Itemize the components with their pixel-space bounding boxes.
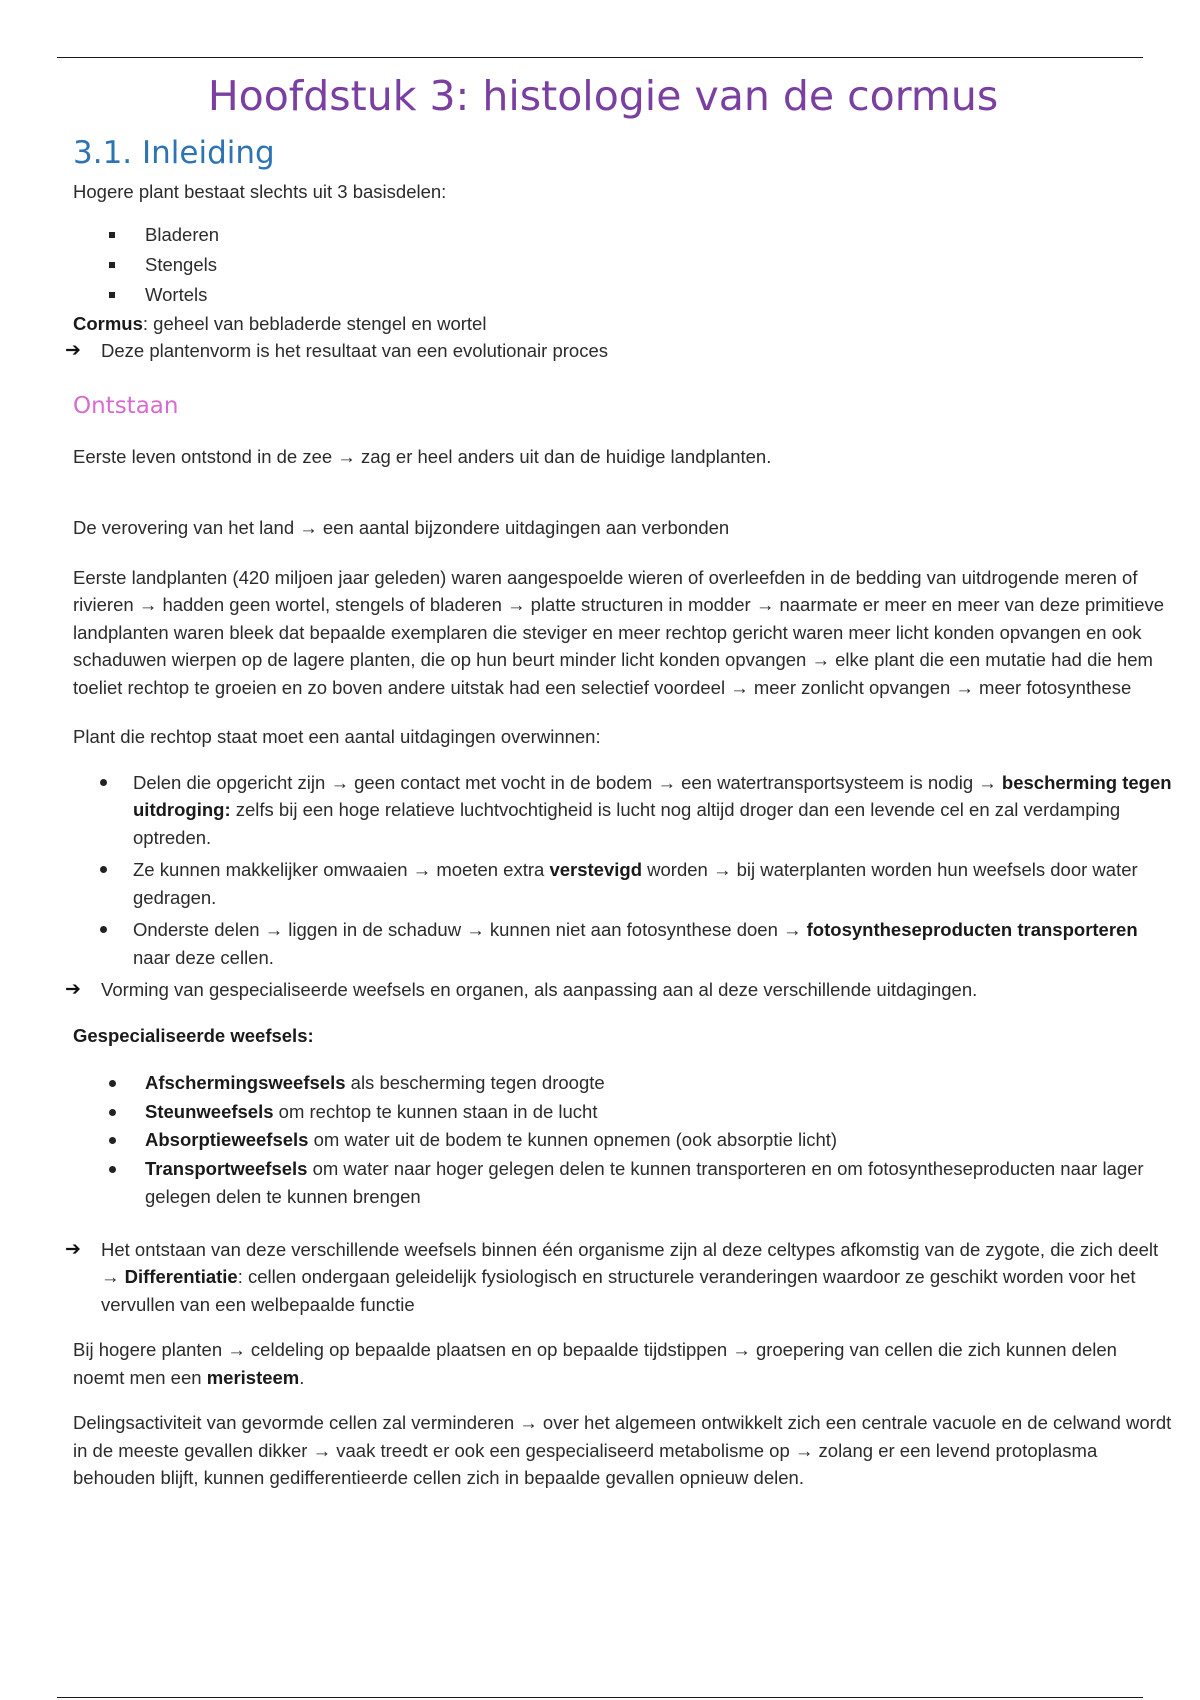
bottom-rule — [57, 1697, 1143, 1698]
paragraph: Eerste landplanten (420 miljoen jaar geleden) waren aangespoelde wieren of overleefden in de bedding van uitdrogende meren of rivieren → hadden geen wortel, stengels of bladeren → platte structuren in modder → naarmate er meer en meer van deze primitieve landplanten waren bleek dat bepaalde exemplaren die steviger en meer rechtop gericht waren meer licht konden opvangen en ook schaduwen wierpen op de lagere planten, die op hun beurt minder licht konden opvangen → elke plant die een mutatie had die hem toeliet rechtop te groeien en zo boven andere uitstak had een selectief voordeel → meer zonlicht opvangen → meer fotosynthese — [73, 566, 1165, 698]
list-item: Delen die opgericht zijn → geen contact met vocht in de bodem → een watertransportsysteem is nodig → bescherming tegen uitdroging: zelfs bij een hoge relatieve luchtvochtigheid is lucht nog altijd droger dan een levende cel en zal verdamping optreden. — [133, 769, 1173, 852]
bullet-icon — [100, 926, 107, 933]
paragraph: Delingsactiviteit van gevormde cellen zal verminderen → over het algemeen ontwikkelt zich een centrale vacuole en de celwand wordt in de meeste gevallen dikker → vaak treedt er ook een gespecialiseerd metabolisme op → zolang er een levend protoplasma behouden blijft, kunnen gedifferentieerde cellen zich in bepaalde gevallen opnieuw delen. — [73, 1412, 1172, 1488]
bullet-icon — [109, 1137, 116, 1144]
arrow-icon: ➔ — [65, 979, 81, 1000]
square-bullet-icon — [109, 262, 115, 268]
page-title: Hoofdstuk 3: histologie van de cormus — [207, 72, 999, 120]
basisdelen-list — [73, 220, 1173, 310]
arrow-icon: ➔ — [65, 340, 81, 361]
list-item: Stengels — [145, 250, 1173, 280]
list-item: Ze kunnen makkelijker omwaaien → moeten extra verstevigd worden → bij waterplanten worden hun weefsels door water gedragen. — [133, 856, 1173, 911]
list-item: Wortels — [145, 280, 1173, 310]
document-body — [65, 66, 1173, 1510]
section-heading: 3.1. Inleiding — [73, 135, 275, 171]
list-item: Afschermingsweefsels als bescherming tegen droogte — [145, 1069, 1173, 1098]
challenges-arrow-note: ➔ Vorming van gespecialiseerde weefsels en organen, als aanpassing aan al deze verschillende uitdagingen. — [73, 976, 1173, 1004]
top-rule — [57, 57, 1143, 58]
cormus-arrow-note: ➔ Deze plantenvorm is het resultaat van een evolutionair proces — [73, 337, 1173, 365]
list-item: Bladeren — [145, 220, 1173, 250]
square-bullet-icon — [109, 292, 115, 298]
list-item: Onderste delen → liggen in de schaduw → kunnen niet aan fotosynthese doen → fotosyntheseproducten transporteren naar deze cellen. — [133, 916, 1173, 971]
paragraph: Plant die rechtop staat moet een aantal uitdagingen overwinnen: — [73, 726, 601, 747]
bullet-icon — [100, 779, 107, 786]
bullet-icon — [100, 866, 107, 873]
meristeem-paragraph: Bij hogere planten → celdeling op bepaalde plaatsen en op bepaalde tijdstippen → groepering van cellen die zich kunnen delen noemt men een meristeem. — [73, 1339, 1117, 1388]
square-bullet-icon — [109, 232, 115, 238]
challenges-list — [73, 769, 1173, 972]
tissues-heading: Gespecialiseerde weefsels: — [73, 1024, 314, 1046]
list-item: Steunweefsels om rechtop te kunnen staan in de lucht — [145, 1098, 1173, 1127]
paragraph: De verovering van het land → een aantal bijzondere uitdagingen aan verbonden — [73, 517, 730, 538]
intro-paragraph: Hogere plant bestaat slechts uit 3 basisdelen: — [73, 181, 447, 202]
tissues-list — [73, 1069, 1173, 1212]
subheading-ontstaan: Ontstaan — [73, 392, 179, 419]
differentiation-arrow-note: ➔ Het ontstaan van deze verschillende weefsels binnen één organisme zijn al deze celtypes afkomstig van de zygote, die zich deelt → Differentiatie: cellen ondergaan geleidelijk fysiologisch en structurele veranderingen waardoor ze geschikt worden voor het vervullen van een welbepaalde functie — [73, 1236, 1173, 1319]
arrow-icon: ➔ — [65, 1238, 81, 1260]
bullet-icon — [109, 1166, 116, 1173]
cormus-definition: Cormus: geheel van bebladerde stengel en wortel — [73, 312, 487, 334]
paragraph: Eerste leven ontstond in de zee → zag er heel anders uit dan de huidige landplanten. — [73, 445, 772, 467]
list-item: Transportweefsels om water naar hoger gelegen delen te kunnen transporteren en om fotosyntheseproducten naar lager gelegen delen te kunnen brengen — [145, 1155, 1173, 1212]
bullet-icon — [109, 1109, 116, 1116]
bullet-icon — [109, 1080, 116, 1087]
cormus-term: Cormus — [73, 312, 143, 334]
list-item: Absorptieweefsels om water uit de bodem te kunnen opnemen (ook absorptie licht) — [145, 1126, 1173, 1155]
